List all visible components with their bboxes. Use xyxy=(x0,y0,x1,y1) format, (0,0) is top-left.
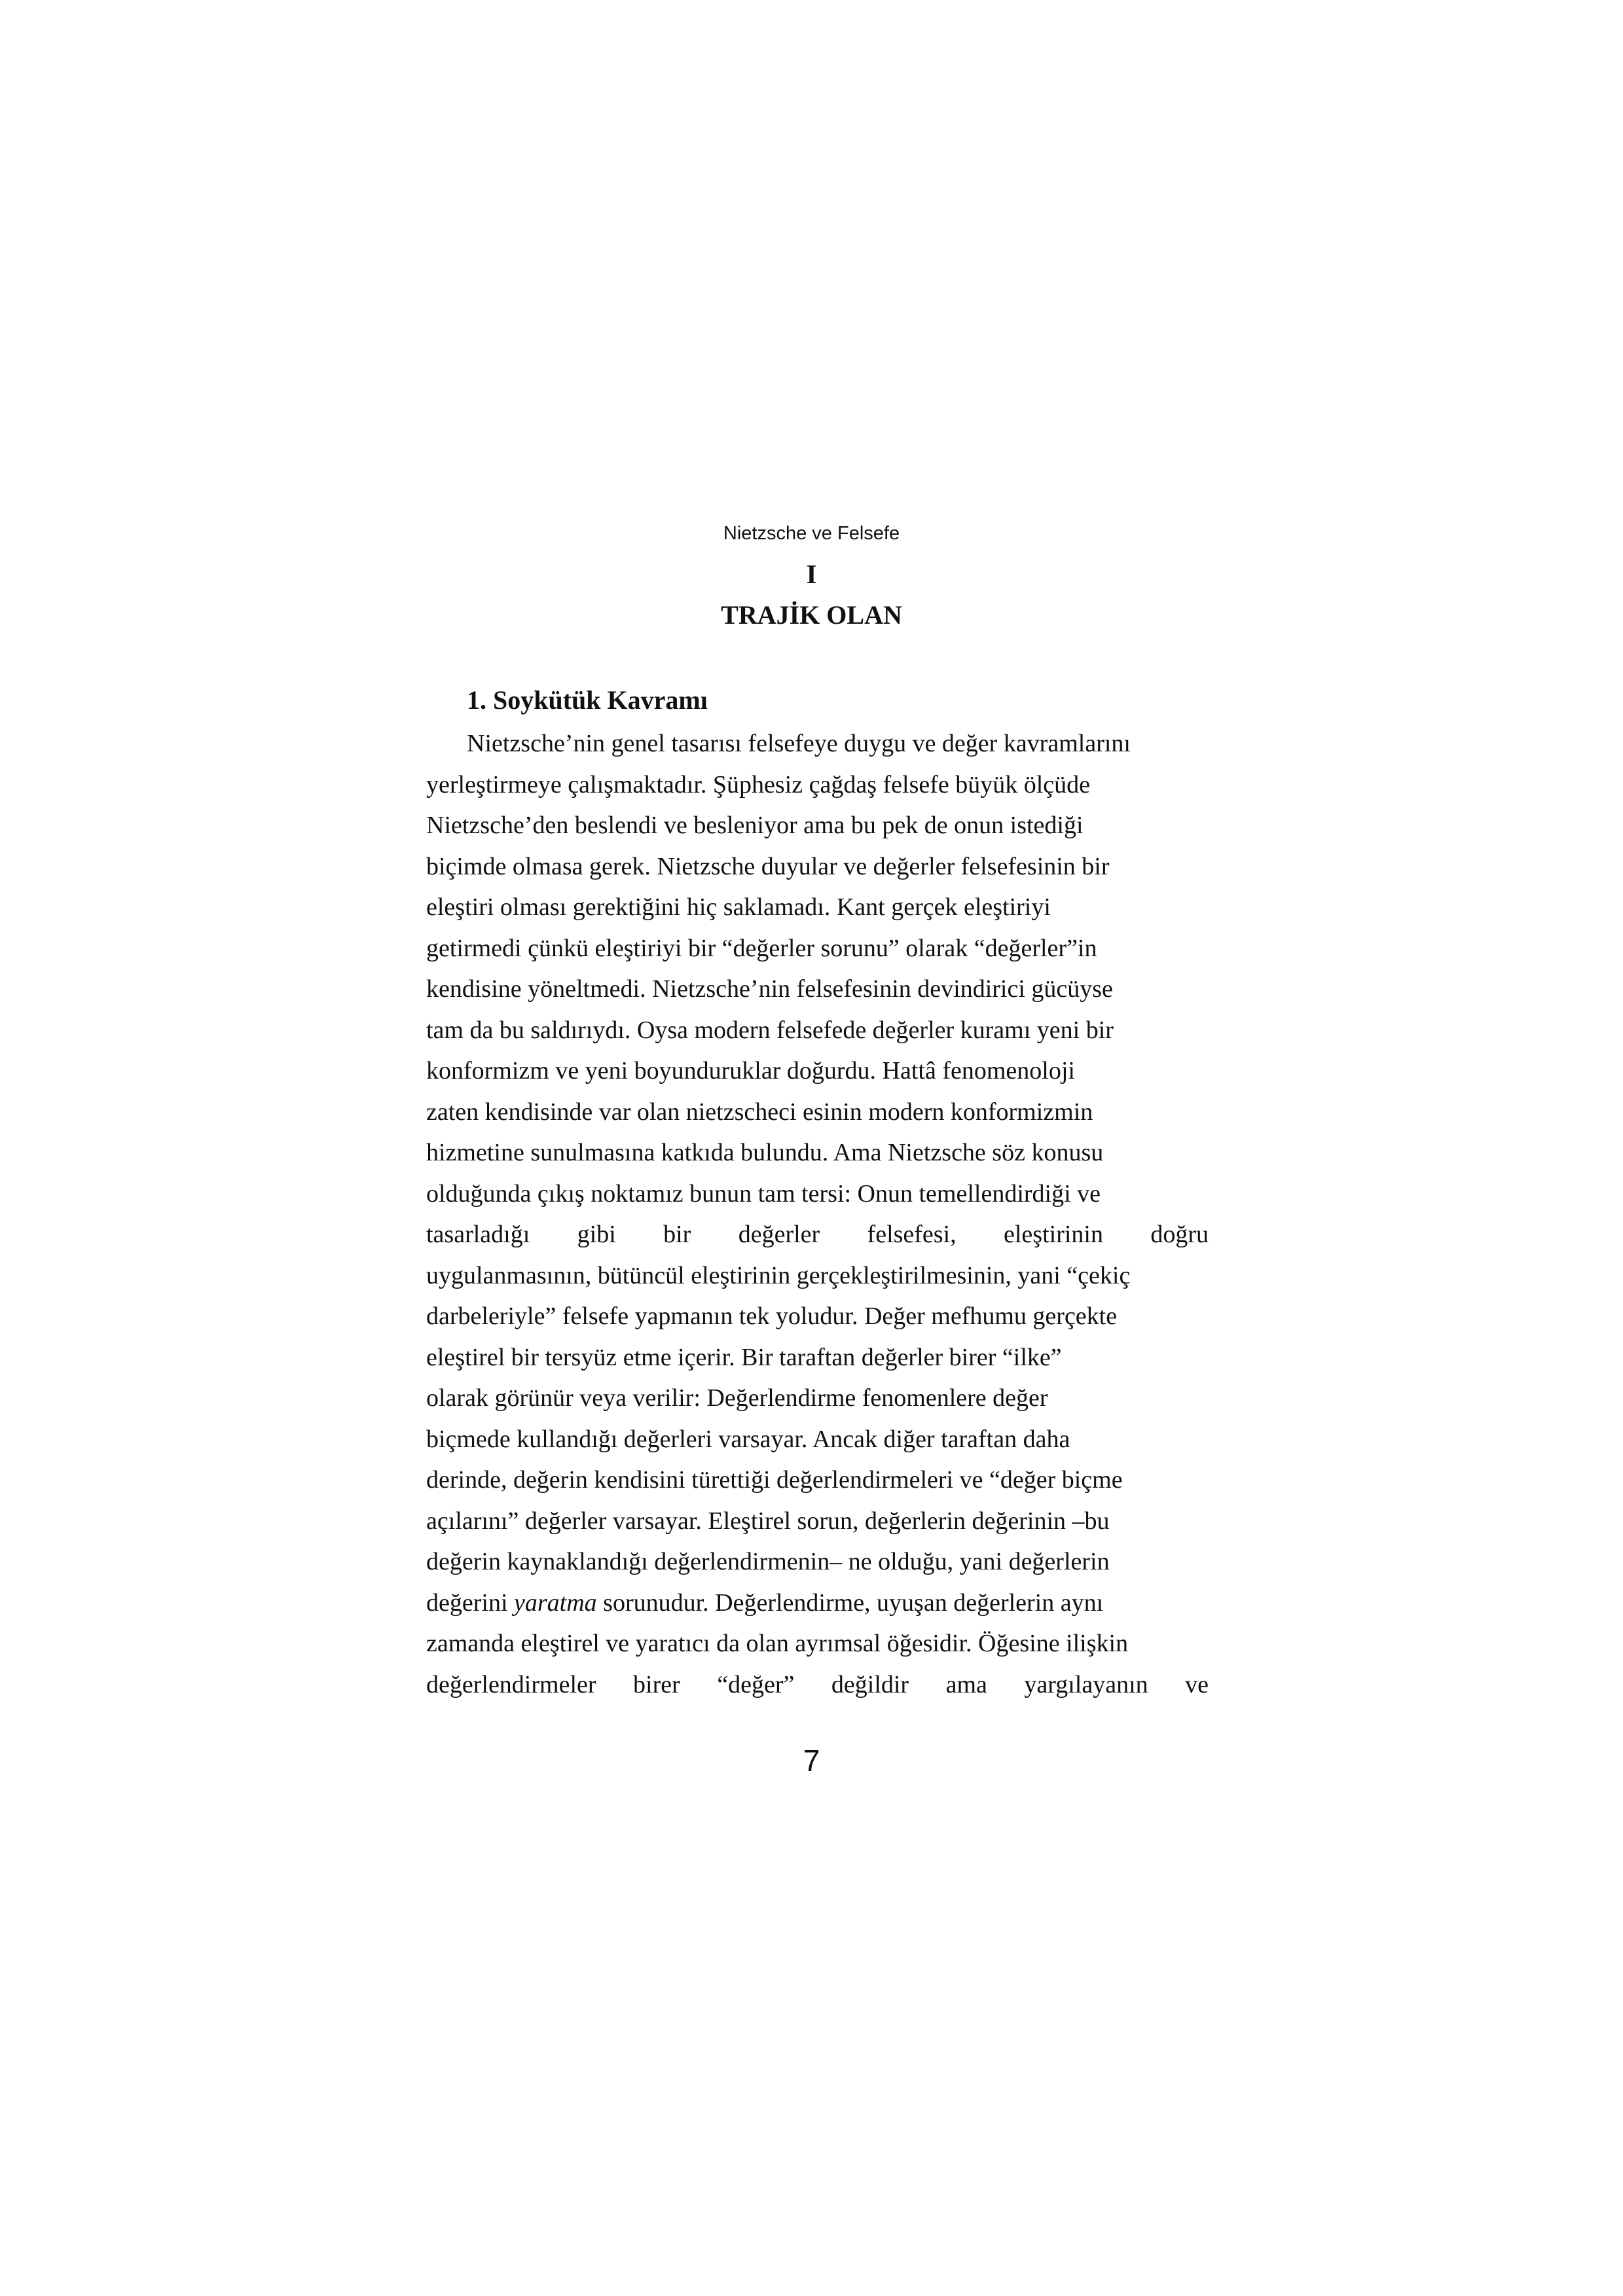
body-text xyxy=(426,723,1209,1705)
chapter-number: I xyxy=(806,559,817,589)
text-line: uygulanmasının, bütüncül eleştirinin gerçekleştirilmesinin, yani “çekiç xyxy=(426,1261,1131,1289)
text-line: zamanda eleştirel ve yaratıcı da olan ayrımsal öğesidir. Öğesine ilişkin xyxy=(426,1630,1129,1657)
text-fragment: değerini xyxy=(426,1588,515,1617)
text-line xyxy=(426,1583,1209,1624)
text-line: hizmetine sunulmasına katkıda bulundu. Ama Nietzsche söz konusu xyxy=(426,1139,1104,1166)
text-line: olduğunda çıkış noktamız bunun tam tersi: Onun temellendirdiği ve xyxy=(426,1179,1101,1208)
text-line: biçmede kullandığı değerleri varsayar. Ancak diğer taraftan daha xyxy=(426,1425,1070,1453)
text-line: kendisine yöneltmedi. Nietzsche’nin felsefesinin devindirici gücüyse xyxy=(426,975,1113,1003)
section-title: 1. Soykütük Kavramı xyxy=(467,685,708,715)
text-line: Nietzsche’nin genel tasarısı felsefeye duygu ve değer kavramlarını xyxy=(467,730,1131,757)
running-header: Nietzsche ve Felsefe xyxy=(723,523,900,544)
text-line: açılarını” değerler varsayar. Eleştirel sorun, değerlerin değerinin –bu xyxy=(426,1507,1110,1535)
text-line: biçimde olmasa gerek. Nietzsche duyular ve değerler felsefesinin bir xyxy=(426,852,1110,880)
text-line: eleştirel bir tersyüz etme içerir. Bir taraftan değerler birer “ilke” xyxy=(426,1343,1062,1371)
text-line: eleştiri olması gerektiğini hiç saklamadı. Kant gerçek eleştiriyi xyxy=(426,893,1051,921)
text-line: Nietzsche’den beslendi ve besleniyor ama bu pek de onun istediği xyxy=(426,812,1084,839)
text-line: yerleştirmeye çalışmaktadır. Şüphesiz çağdaş felsefe büyük ölçüde xyxy=(426,770,1091,798)
text-line: derinde, değerin kendisini türettiği değerlendirmeleri ve “değer biçme xyxy=(426,1466,1123,1494)
text-line: getirmedi çünkü eleştiriyi bir “değerler sorunu” olarak “değerler”in xyxy=(426,934,1097,962)
text-fragment: sorunudur. Değerlendirme, uyuşan değerlerin aynı xyxy=(596,1588,1104,1617)
text-line: olarak görünür veya verilir: Değerlendirme fenomenlere değer xyxy=(426,1384,1048,1412)
text-line: değerin kaynaklandığı değerlendirmenin– ne olduğu, yani değerlerin xyxy=(426,1548,1110,1575)
text-line: zaten kendisinde var olan nietzscheci esinin modern konformizmin xyxy=(426,1098,1093,1126)
text-line: değerlendirmeler birer “değer” değildir ama yargılayanın ve xyxy=(426,1670,1209,1698)
text-line: konformizm ve yeni boyunduruklar doğurdu. Hattâ fenomenoloji xyxy=(426,1057,1075,1085)
text-line: tasarladığı gibi bir değerler felsefesi, eleştirinin doğru xyxy=(426,1221,1209,1248)
text-line: tam da bu saldırıydı. Oysa modern felsefede değerler kuramı yeni bir xyxy=(426,1016,1114,1044)
italic-term: yaratma xyxy=(514,1588,597,1617)
text-line: darbeleriyle” felsefe yapmanın tek yoludur. Değer mefhumu gerçekte xyxy=(426,1302,1118,1330)
chapter-title: TRAJİK OLAN xyxy=(721,600,902,630)
page-number: 7 xyxy=(803,1744,820,1778)
